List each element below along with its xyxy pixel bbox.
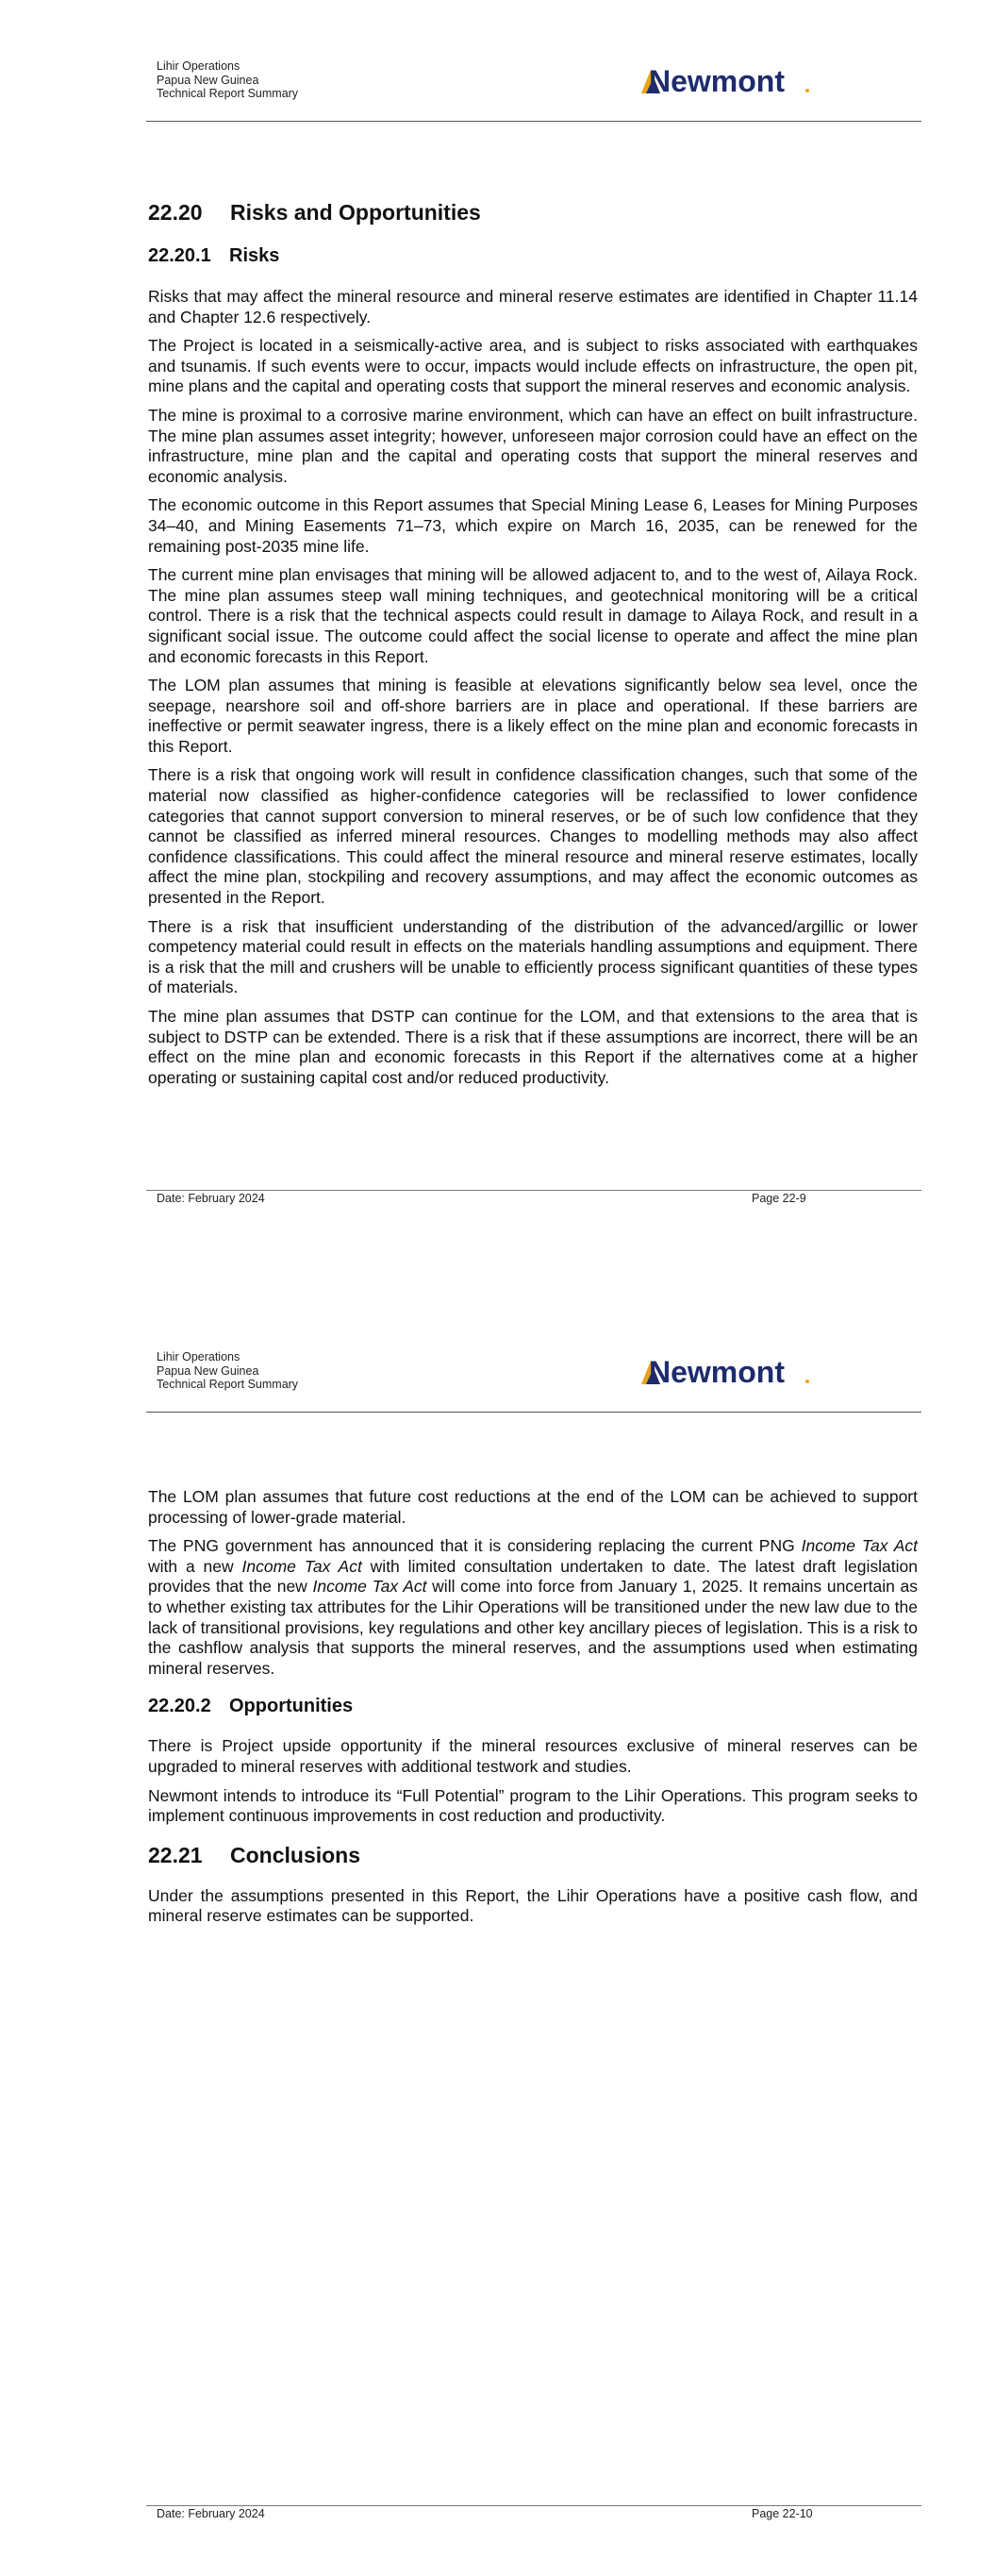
tax-act-paragraph: The PNG government has announced that it is considering replacing the current PNG Income Tax Act with a new Income Tax Act with limited consultation undertaken to date. The latest draft legislation provides that the new Income Tax Act will come into force from January 1, 2025. It remains uncertain as to whether existing tax attributes for the Lihir Operations will be transitioned under the new law due to the lack of transitional provisions, key regulations and other key ancillary pieces of legislation. This is a risk to the cashflow analysis that supports the mineral reserves, and the assumptions used when estimating mineral reserves. (148, 1536, 918, 1678)
footer-page: Page 22-9 (752, 1192, 806, 1205)
risk-paragraph: There is a risk that ongoing work will result in confidence classification changes, such that some of the material now classified as higher-confidence categories will be reclassified to lower confidence categories that cannot support conversion to mineral reserves, or be of such low confidence that they cannot be classified as inferred mineral resources. Changes to modelling methods may also affect confidence classifications. This could affect the mineral resource and mineral reserve estimates, locally affect the mine plan, stockpiling and recovery assumptions, and may affect the economic outcomes as presented in the Report. (148, 765, 918, 908)
logo-text: Newmont (649, 1355, 785, 1387)
header-line2: Papua New Guinea (157, 73, 259, 87)
risk-paragraph: The mine plan assumes that DSTP can continue for the LOM, and that extensions to the area that is subject to DSTP can be extended. There is a risk that if these assumptions are incorrect, there will be an effect on the mine plan and economic forecasts in this Report if the alternatives come at a higher operating or sustaining capital cost and/or reduced productivity. (148, 1007, 918, 1087)
header-line1: Lihir Operations (157, 1350, 240, 1363)
opportunity-paragraph: There is Project upside opportunity if the mineral resources exclusive of mineral reserves can be upgraded to mineral reserves with additional testwork and studies. (148, 1736, 918, 1776)
section-title: Risks and Opportunities (230, 200, 481, 225)
section-heading-22-20 (148, 199, 918, 226)
header-line3: Technical Report Summary (157, 87, 299, 100)
risk-paragraph: The LOM plan assumes that mining is feasible at elevations significantly below sea level, once the seepage, nearshore soil and off-shore barriers are in place and operational. If these barriers are ineffective or permit seawater ingress, there is a likely effect on the mine plan and economic forecasts in this Report. (148, 676, 918, 756)
conclusion-paragraph: Under the assumptions presented in this Report, the Lihir Operations have a positive cash flow, and mineral reserve estimates can be supported. (148, 1885, 918, 1926)
subsection-heading-opportunities (148, 1694, 918, 1718)
section-title: Conclusions (230, 1842, 361, 1867)
section-heading-22-21 (148, 1842, 918, 1868)
header-rule (146, 121, 921, 122)
risk-paragraph: The mine is proximal to a corrosive marine environment, which can have an effect on built infrastructure. The mine plan assumes asset integrity; however, unforeseen major corrosion could have an effect on the infrastructure, mine plan and the capital and operating costs that support the mineral reserves and economic analysis. (148, 405, 918, 486)
page-1 (0, 0, 995, 1227)
page2-content (148, 1487, 918, 1935)
subsection-title: Risks (229, 245, 280, 266)
section-number: 22.20 (148, 200, 203, 225)
header-text (157, 59, 298, 101)
footer-rule (146, 2505, 921, 2506)
page-2 (0, 1291, 995, 2576)
risk-paragraph: The Project is located in a seismically-active area, and is subject to risks associated with earthquakes and tsunamis. If such events were to occur, impacts would include effects on infrastructure, the open pit, mine plans and the capital and operating costs that support the mineral reserves and economic analysis. (148, 336, 918, 396)
risk-paragraph: The economic outcome in this Report assumes that Special Mining Lease 6, Leases for Mining Purposes 34–40, and Mining Easements 71–73, which expire on March 16, 2035, can be renewed for the remaining post-2035 mine life. (148, 495, 918, 556)
risk-paragraph: There is a risk that insufficient understanding of the distribution of the advanced/argillic or lower competency material could result in effects on the materials handling assumptions and equipment. There is a risk that the mill and crushers will be unable to efficiently process significant quantities of these types of materials. (148, 916, 918, 997)
section-number: 22.21 (148, 1842, 203, 1867)
opportunity-paragraph: Newmont intends to introduce its “Full Potential” program to the Lihir Operations. This program seeks to implement continuous improvements in cost reduction and productivity. (148, 1785, 918, 1826)
risk-paragraph: Risks that may affect the mineral resource and mineral reserve estimates are identified in Chapter 11.14 and Chapter 12.6 respectively. (148, 287, 918, 326)
header-rule (146, 1412, 921, 1413)
subsection-title: Opportunities (229, 1696, 354, 1717)
subsection-heading-risks (148, 243, 918, 268)
header-line3: Technical Report Summary (157, 1378, 299, 1391)
header-text (157, 1350, 298, 1392)
subsection-number: 22.20.1 (148, 245, 211, 266)
header-line1: Lihir Operations (157, 59, 240, 73)
newmont-logo (641, 64, 811, 101)
subsection-number: 22.20.2 (148, 1696, 211, 1717)
footer-date: Date: February 2024 (157, 1192, 265, 1205)
footer-rule (146, 1190, 921, 1191)
risk-paragraph: The current mine plan envisages that mining will be allowed adjacent to, and to the west of, Ailaya Rock. The mine plan assumes steep wall mining techniques, and geotechnical monitoring will be a critical control. There is a risk that the technical aspects could result in damage to Ailaya Rock, and result in a significant social issue. The outcome could affect the social license to operate and affect the mine plan and economic forecasts in this Report. (148, 565, 918, 666)
body-paragraph: The LOM plan assumes that future cost reductions at the end of the LOM can be achieved to support processing of lower-grade material. (148, 1487, 918, 1527)
header-line2: Papua New Guinea (157, 1363, 259, 1378)
logo-text: Newmont (649, 64, 785, 96)
newmont-logo (641, 1355, 811, 1392)
page1-content (148, 199, 918, 1096)
footer-page: Page 22-10 (752, 2507, 813, 2520)
footer-date: Date: February 2024 (157, 2507, 265, 2520)
